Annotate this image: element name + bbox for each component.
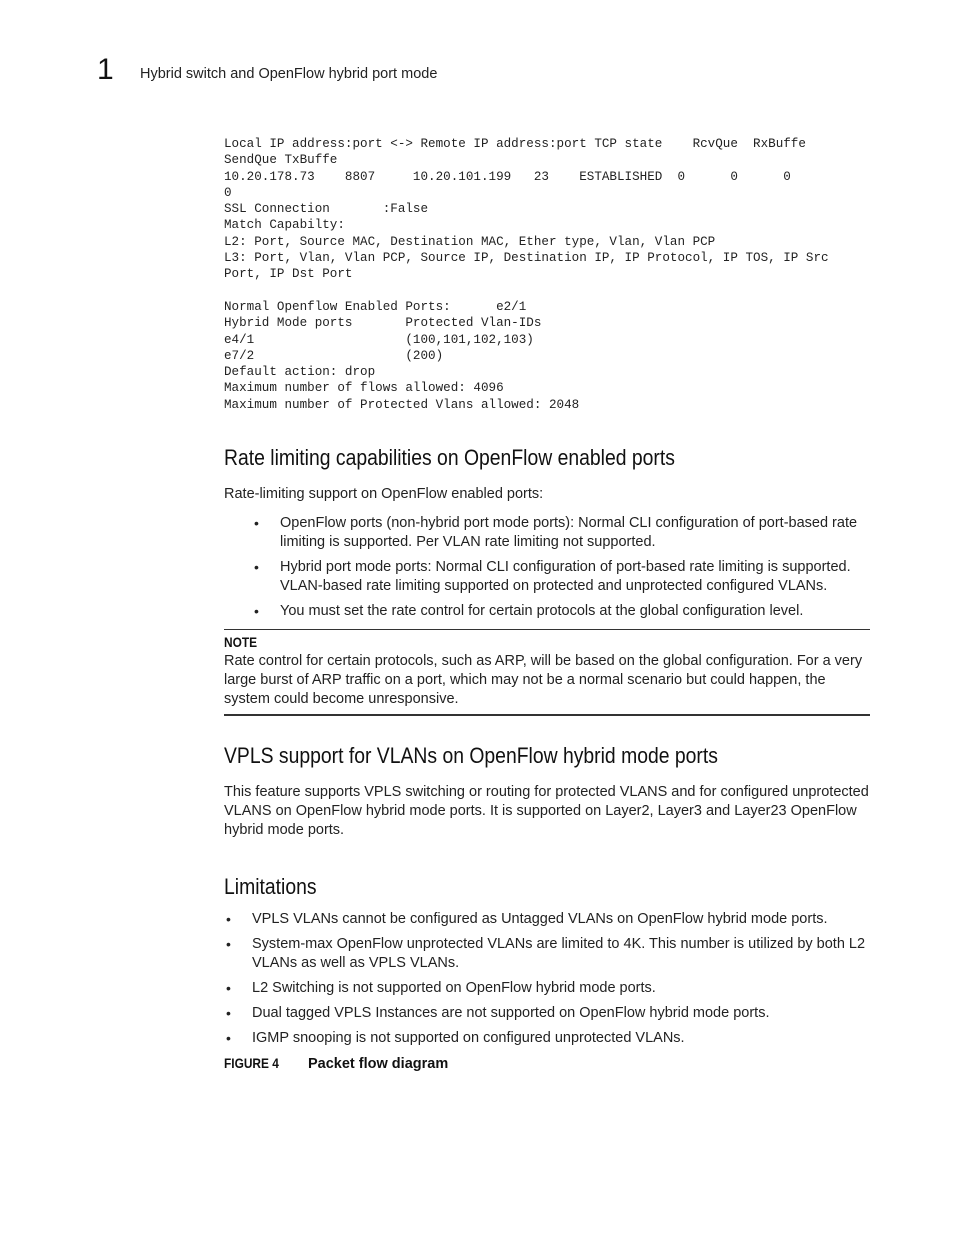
running-title: Hybrid switch and OpenFlow hybrid port mode	[140, 66, 438, 82]
figure-title: Packet flow diagram	[308, 1056, 449, 1073]
list-item	[224, 602, 870, 621]
list-item-text: VPLS VLANs cannot be configured as Untagged VLANs on OpenFlow hybrid mode ports.	[252, 911, 828, 928]
bullet-glyph: •	[226, 1005, 231, 1022]
limitations-list	[224, 910, 870, 1048]
list-item	[224, 514, 870, 552]
note-label: NOTE	[224, 634, 258, 651]
list-item	[224, 910, 870, 929]
note-box	[224, 629, 870, 716]
vpls-body: This feature supports VPLS switching or routing for protected VLANS and for configured unprotected VLANS on OpenFlow hybrid mode ports. It is supported on Layer2, Layer3 and Layer23 OpenFlow hybrid mode ports.	[224, 784, 869, 839]
page-content	[224, 136, 870, 1073]
bullet-glyph: •	[226, 911, 231, 928]
figure-label: FIGURE 4	[224, 1055, 279, 1072]
chapter-number: 1	[97, 53, 114, 86]
cli-output-block: Local IP address:port <-> Remote IP address:port TCP state RcvQue RxBuffe SendQue TxBuffe 10.20.178.73 8807 10.20.101.199 23 ESTABLISHED 0 0 0 0 SSL Connection :False Match Capabilty: L2: Port, Source MAC, Destination MAC, Ether type, Vlan, Vlan PCP L3: Port, Vlan, Vlan PCP, Source IP, Destination IP, IP Protocol, IP TOS, IP Src Port, IP Dst Port Normal Openflow Enabled Ports: e2/1 Hybrid Mode ports Protected Vlan-IDs e4/1 (100,101,102,103) e7/2 (200) Default action: drop Maximum number of flows allowed: 4096 Maximum number of Protected Vlans allowed: 2048	[224, 137, 829, 412]
figure-caption	[224, 1054, 870, 1073]
list-item-text: Hybrid port mode ports: Normal CLI configuration of port-based rate limiting is supported. VLAN-based rate limiting supported on protected and unprotected configured VLANs.	[280, 559, 851, 595]
section-heading-vpls: VPLS support for VLANs on OpenFlow hybrid mode ports	[224, 743, 718, 769]
bullet-glyph: •	[226, 936, 231, 953]
bullet-glyph: •	[226, 1030, 231, 1047]
section-heading-rate-limiting: Rate limiting capabilities on OpenFlow enabled ports	[224, 445, 675, 471]
bullet-glyph: •	[226, 980, 231, 997]
list-item	[224, 1029, 870, 1048]
note-text: Rate control for certain protocols, such as ARP, will be based on the global configuration. For a very large burst of ARP traffic on a port, which may not be a normal scenario but could happen, the system could become unresponsive.	[224, 653, 863, 708]
list-item	[224, 1004, 870, 1023]
list-item-text: System-max OpenFlow unprotected VLANs are limited to 4K. This number is utilized by both L2 VLANs as well as VPLS VLANs.	[252, 936, 866, 972]
section-heading-limitations: Limitations	[224, 874, 317, 900]
rate-limiting-intro: Rate-limiting support on OpenFlow enabled ports:	[224, 486, 544, 503]
list-item	[224, 558, 870, 596]
list-item-text: You must set the rate control for certain protocols at the global configuration level.	[280, 603, 804, 620]
list-item-text: OpenFlow ports (non-hybrid port mode ports): Normal CLI configuration of port-based rate limiting is supported. Per VLAN rate limiting not supported.	[280, 515, 858, 551]
bullet-glyph: •	[254, 515, 259, 532]
list-item-text: Dual tagged VPLS Instances are not supported on OpenFlow hybrid mode ports.	[252, 1005, 770, 1022]
list-item	[224, 979, 870, 998]
list-item	[224, 935, 870, 973]
list-item-text: IGMP snooping is not supported on configured unprotected VLANs.	[252, 1030, 685, 1047]
list-item-text: L2 Switching is not supported on OpenFlow hybrid mode ports.	[252, 980, 656, 997]
rate-limiting-list	[224, 514, 870, 621]
bullet-glyph: •	[254, 559, 259, 576]
bullet-glyph: •	[254, 603, 259, 620]
